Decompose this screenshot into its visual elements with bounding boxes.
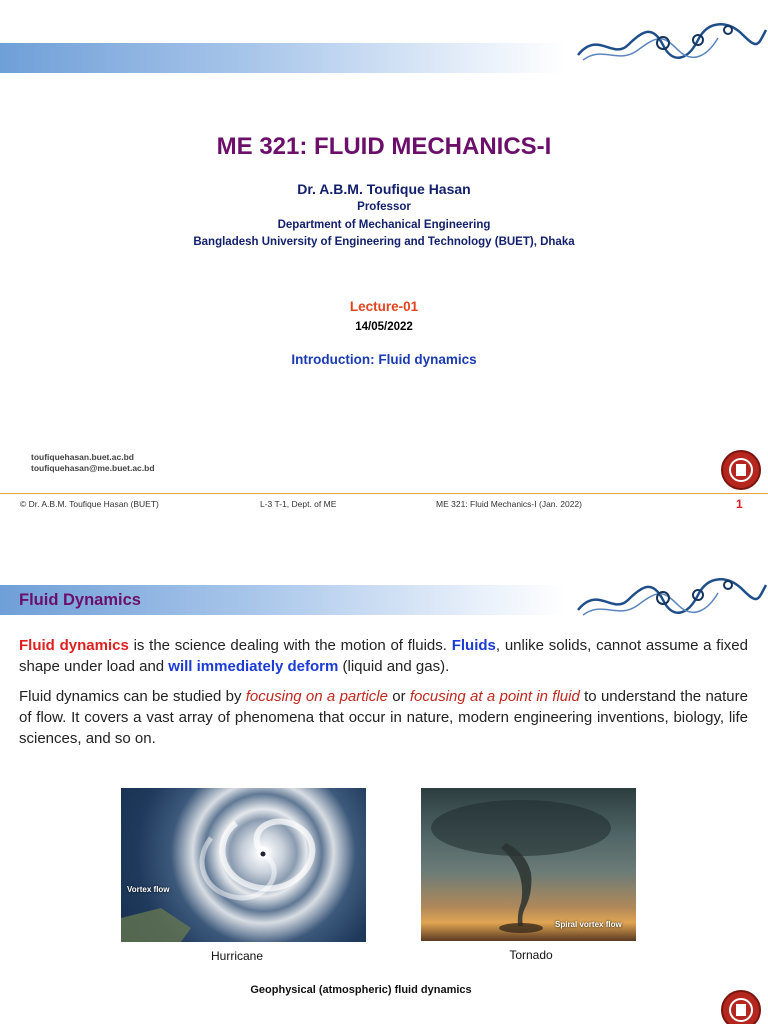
paragraph-definition [19, 635, 748, 677]
footer-copyright: © Dr. A.B.M. Toufique Hasan (BUET) [20, 499, 159, 509]
text-segment: , unlike solids, cannot assume a fixed shape under load and [19, 637, 748, 675]
text-segment: to understand the nature of flow. It covers a vast array of phenomena that occur in nature, modern engineering inventions, biology, life sciences, and so on. [19, 688, 748, 747]
term-fluid-dynamics: Fluid dynamics [19, 637, 129, 654]
page-number: 1 [736, 497, 743, 511]
hurricane-image [121, 788, 366, 942]
text-segment: (liquid and gas). [338, 658, 450, 675]
lecture-number: Lecture-01 [349, 299, 419, 314]
image-label-spiral: Spiral vortex flow [555, 920, 622, 929]
header-banner [0, 43, 565, 73]
figure-caption: Geophysical (atmospheric) fluid dynamics [250, 984, 472, 996]
caption-hurricane: Hurricane [210, 949, 264, 963]
footer-rule [0, 493, 768, 494]
course-title: ME 321: FLUID MECHANICS-I [216, 133, 552, 160]
smoke-decoration-icon [568, 10, 768, 70]
paragraph-study [19, 686, 748, 749]
author-department: Department of Mechanical Engineering [277, 219, 491, 231]
image-label-vortex: Vortex flow [127, 885, 170, 894]
footer-course-level: L-3 T-1, Dept. of ME [260, 499, 337, 509]
contact-website: toufiquehasan.buet.ac.bd [31, 452, 134, 462]
text-segment: Fluid dynamics can be studied by [19, 688, 246, 705]
buet-seal-icon [721, 450, 761, 490]
lecture-date: 14/05/2022 [355, 321, 413, 333]
buet-seal-icon [721, 990, 761, 1024]
term-point: focusing at a point in fluid [409, 688, 580, 705]
term-particle: focusing on a particle [245, 688, 388, 705]
footer-course-name: ME 321: Fluid Mechanics-I (Jan. 2022) [436, 499, 582, 509]
content-slide [0, 560, 768, 1024]
author-university: Bangladesh University of Engineering and Technology (BUET), Dhaka [193, 236, 575, 248]
text-segment: is the science dealing with the motion of fluids. [128, 637, 452, 654]
caption-tornado: Tornado [509, 948, 553, 962]
contact-email: toufiquehasan@me.buet.ac.bd [31, 463, 155, 473]
term-deform: will immediately deform [168, 658, 339, 675]
text-segment: or [387, 688, 410, 705]
lecture-topic: Introduction: Fluid dynamics [291, 352, 477, 367]
smoke-decoration-icon [568, 565, 768, 625]
author-position: Professor [357, 201, 411, 213]
contact-info [31, 452, 155, 474]
slide-gap [0, 540, 768, 560]
tornado-image [421, 788, 636, 941]
author-name: Dr. A.B.M. Toufique Hasan [297, 181, 471, 197]
slide-heading: Fluid Dynamics [19, 591, 141, 609]
term-fluids: Fluids [451, 637, 496, 654]
